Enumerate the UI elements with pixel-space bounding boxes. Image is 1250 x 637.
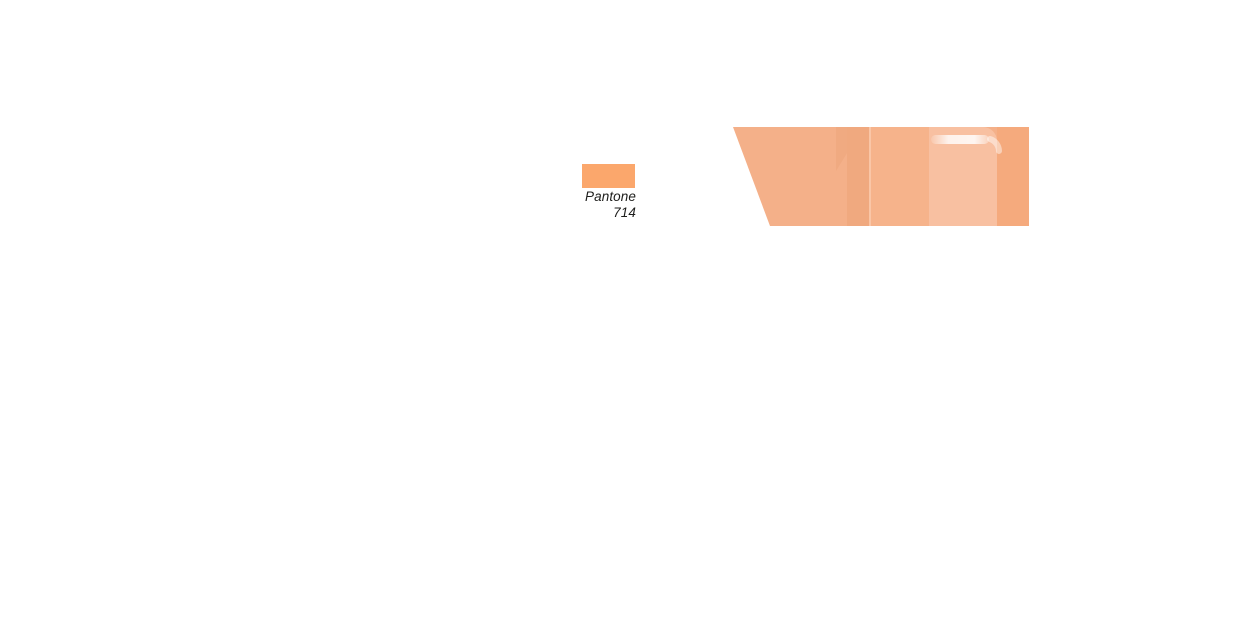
crayon-seam-line <box>869 127 871 226</box>
crayon-illustration <box>733 127 1029 226</box>
crayon-ferrule-band <box>847 127 870 226</box>
crayon-right-band <box>997 127 1029 226</box>
crayon-shine-highlight <box>931 135 989 144</box>
pantone-number-text: 714 <box>613 204 636 220</box>
crayon-graphic-svg <box>733 127 1029 226</box>
pantone-color-swatch <box>582 164 635 188</box>
pantone-name-text: Pantone <box>585 189 636 204</box>
pantone-swatch-label <box>536 189 636 220</box>
crayon-body-band <box>871 127 929 226</box>
